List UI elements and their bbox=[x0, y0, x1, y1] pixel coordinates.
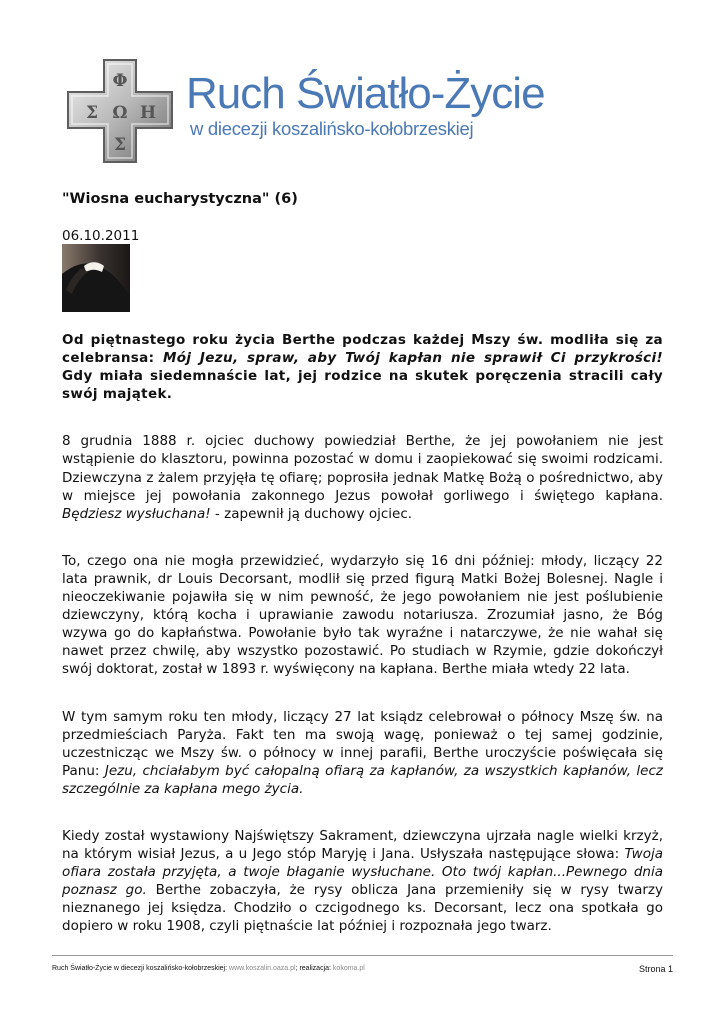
italic-quote: Twoja ofiara została przyjęta, a twoje błaganie wysłuchane. Oto twój kapłan...Pewnego dnia poznasz go. bbox=[62, 846, 663, 899]
text-run: Od piętnastego roku życia Berthe podczas każdej Mszy św. modliła się za celebransa: bbox=[62, 332, 663, 367]
text-run: W tym samym roku ten młody, liczący 27 lat ksiądz celebrował o północy Mszę św. na przedmieściach Paryża. Fakt ten ma swoją wagę, ponieważ o tej samej godzinie, uczestnicząc we Mszy św. o północy w innej parafii, Berthe uroczyście poświęcała się Panu: bbox=[62, 708, 663, 779]
text-run: To, czego ona nie mogła przewidzieć, wydarzyło się 16 dni później: młody, liczący 22 lata prawnik, dr Louis Decorsant, modlił się przed figurą Matki Bożej Bolesnej. Nagle i nieoczekiwanie pojawiła się w nim pewność, że jego powołaniem nie jest poślubienie dziewczyny, którą kocha i uprawianie zawodu notariusza. Zrozumiał jasno, że Bóg wzywa go do kapłaństwa. Powołanie było tak wyraźne i natarczywe, że nie wahał się nawet przez chwilę, aby wszystko pozostawić. Po studiach w Rzymie, gdzie dokończył swój doktorat, został w 1893 r. wyświęcony na kapłana. Berthe miała wtedy 22 lata. bbox=[62, 552, 663, 678]
italic-quote: Jezu, chciałabym być całopalną ofiarą za kapłanów, za wszystkich kapłanów, lecz szczególnie za kapłana mego życia. bbox=[62, 762, 664, 797]
text-run: - zapewnił ją duchowy ojciec. bbox=[210, 505, 413, 522]
site-title: Ruch Światło-Życie bbox=[186, 69, 545, 118]
footer-realization-label: realizacja: bbox=[299, 965, 331, 972]
footer-org: Ruch Światło-Życie w diecezji koszalińsko-kołobrzeskiej: bbox=[52, 965, 228, 972]
article-date: 06.10.2011 bbox=[62, 228, 140, 244]
footer-realization-link[interactable]: kokoma.pl bbox=[332, 965, 365, 972]
site-subtitle: w diecezji koszalińsko-kołobrzeskiej bbox=[190, 118, 474, 139]
svg-text:Φ: Φ bbox=[112, 71, 128, 91]
body-paragraph bbox=[62, 708, 663, 798]
svg-text:Σ: Σ bbox=[113, 135, 127, 155]
cross-logo-icon bbox=[60, 52, 180, 170]
article-paragraphs bbox=[62, 432, 663, 935]
svg-text:Η: Η bbox=[139, 103, 157, 123]
footer-divider bbox=[52, 955, 673, 956]
italic-quote: Będziesz wysłuchana! bbox=[62, 505, 211, 522]
body-paragraph bbox=[62, 552, 663, 679]
text-run: Berthe zobaczyła, że rysy oblicza Jana przemieniły się w rysy twarzy nieznanego jej księdza. Chodziło o czcigodnego ks. Decorsant, lecz ona spotkała go dopiero w roku 1908, czyli piętnaście lat później i rozpoznała jego twarz. bbox=[62, 882, 663, 935]
text-run: 8 grudnia 1888 r. ojciec duchowy powiedział Berthe, że jej powołaniem nie jest wstąpienie do klasztoru, powinna pozostać w domu i zaopiekować się swoimi rodzicami. Dziewczyna z żalem przyjęła tę ofiarę; poprosiła jednak Matkę Bożą o pośrednictwo, aby w miejsce jej powołania zakonnego Jezus powołał gorliwego i świętego kapłana. bbox=[62, 433, 663, 504]
svg-text:Ω: Ω bbox=[112, 103, 128, 123]
footer-site-link[interactable]: www.koszalin.oaza.pl bbox=[229, 965, 296, 972]
svg-text:Σ: Σ bbox=[85, 103, 99, 123]
article-body bbox=[62, 331, 663, 965]
text-run: Kiedy został wystawiony Najświętszy Sakrament, dziewczyna ujrzała nagle wielki krzyż, na którym wisiał Jezus, a u Jego stóp Maryję i Jana. Usłyszała następujące słowa: bbox=[62, 827, 663, 863]
body-paragraph bbox=[62, 827, 663, 936]
page-number: Strona 1 bbox=[638, 964, 673, 974]
lead-paragraph bbox=[62, 331, 663, 403]
footer-credits: Ruch Światło-Życie w diecezji koszalińsko-kołobrzeskiej: www.koszalin.oaza.pl; realizacja: kokoma.pl bbox=[52, 965, 365, 972]
text-run: Gdy miała siedemnaście lat, jej rodzice na skutek poręczenia stracili cały swój majątek. bbox=[62, 368, 663, 403]
body-paragraph bbox=[62, 432, 663, 522]
article-thumbnail bbox=[62, 244, 130, 312]
site-header bbox=[60, 52, 580, 170]
italic-quote: Mój Jezu, spraw, aby Twój kapłan nie sprawił Ci przykrości! bbox=[162, 350, 663, 367]
article-title: "Wiosna eucharystyczna" (6) bbox=[62, 191, 298, 207]
